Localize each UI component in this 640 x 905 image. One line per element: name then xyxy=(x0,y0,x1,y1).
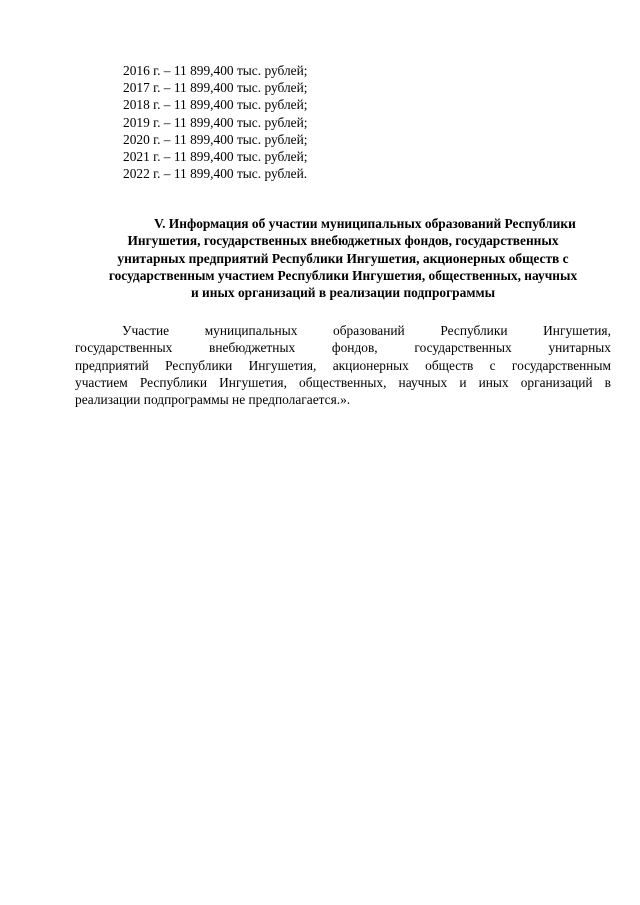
paragraph-word: Ингушетия, xyxy=(219,374,287,390)
section-heading-line: государственным участием Республики Ингушетия, общественных, научных xyxy=(108,267,578,283)
funding-item-2021: 2021 г. – 11 899,400 тыс. рублей; xyxy=(123,149,308,165)
paragraph-word: общественных, xyxy=(299,374,387,390)
paragraph-line xyxy=(75,339,611,356)
paragraph-word: с xyxy=(489,357,496,373)
paragraph-word: Республики xyxy=(139,374,208,390)
paragraph-line xyxy=(75,357,611,374)
paragraph-word: государственных xyxy=(414,340,512,356)
paragraph-word: государственным xyxy=(511,357,611,373)
funding-item-2016: 2016 г. – 11 899,400 тыс. рублей; xyxy=(123,63,308,78)
paragraph-word: в xyxy=(604,374,611,390)
paragraph-word: Республики xyxy=(165,357,233,373)
paragraph-word: и xyxy=(459,374,467,390)
paragraph-word: участием xyxy=(75,374,128,390)
paragraph-word: внебюджетных xyxy=(209,340,296,356)
paragraph-line xyxy=(75,322,611,339)
funding-item-2018: 2018 г. – 11 899,400 тыс. рублей; xyxy=(123,97,308,113)
paragraph-word: акционерных xyxy=(332,357,409,373)
paragraph-word: образований xyxy=(333,323,405,338)
section-heading-line: V. Информация об участии муниципальных образований Республики xyxy=(154,216,576,231)
funding-by-year-list xyxy=(123,62,307,182)
paragraph-word: Ингушетия, xyxy=(248,357,317,373)
paragraph-word: организаций xyxy=(520,374,593,390)
section-heading-line: унитарных предприятий Республики Ингушетия, акционерных обществ с xyxy=(117,250,569,266)
paragraph-word: государственных xyxy=(75,340,173,356)
funding-item-2022: 2022 г. – 11 899,400 тыс. рублей. xyxy=(123,166,308,182)
section-heading-line: и иных организаций в реализации подпрограммы xyxy=(190,285,496,301)
funding-item-2020: 2020 г. – 11 899,400 тыс. рублей; xyxy=(123,131,308,147)
paragraph-line xyxy=(75,374,611,391)
section-heading-line: Ингушетия, государственных внебюджетных фондов, государственных xyxy=(127,233,559,249)
paragraph-word: Республики xyxy=(440,323,508,338)
funding-item-2019: 2019 г. – 11 899,400 тыс. рублей; xyxy=(123,114,308,130)
paragraph-word: реализации подпрограммы не предполагается.». xyxy=(75,392,351,408)
funding-item-2017: 2017 г. – 11 899,400 тыс. рублей; xyxy=(123,80,308,96)
section-heading xyxy=(75,215,611,301)
paragraph-word: фондов, xyxy=(331,340,378,356)
paragraph-line xyxy=(75,391,611,408)
participation-paragraph xyxy=(75,322,611,408)
paragraph-word: унитарных xyxy=(548,340,611,356)
paragraph-word: иных xyxy=(478,374,509,390)
paragraph-word: научных xyxy=(398,374,448,390)
paragraph-word: Ингушетия, xyxy=(543,323,611,338)
paragraph-word: Участие xyxy=(122,323,170,338)
paragraph-word: муниципальных xyxy=(204,323,298,338)
paragraph-word: предприятий xyxy=(75,357,149,373)
paragraph-word: обществ xyxy=(425,357,474,373)
